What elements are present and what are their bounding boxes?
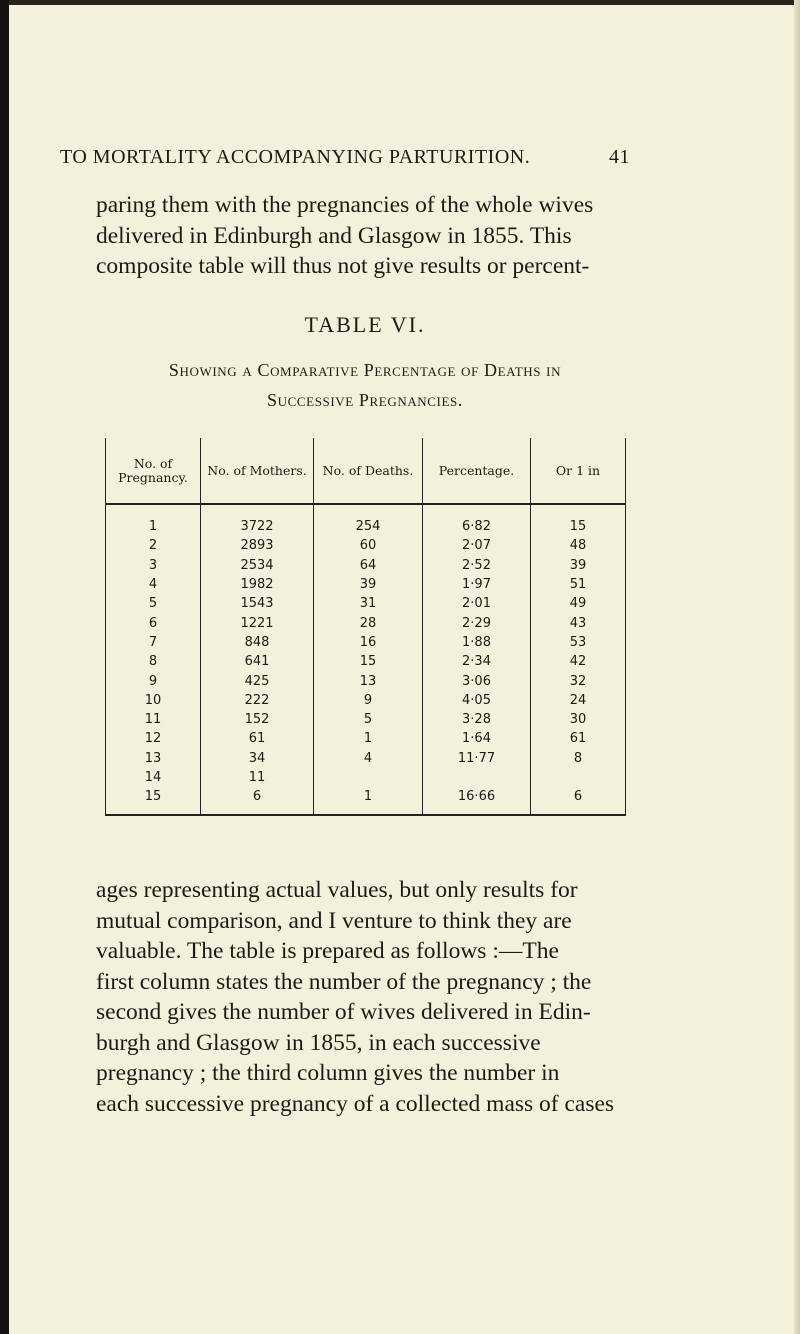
- mortality-table: [105, 438, 626, 816]
- cell-percentage: 11·77: [423, 749, 531, 768]
- paragraph-explanation: [96, 875, 636, 1119]
- header-pregnancy: No. of Pregnancy.: [106, 438, 201, 504]
- cell-mothers: 6: [201, 787, 314, 815]
- table-row: [106, 729, 626, 748]
- running-head: [60, 146, 630, 169]
- text-line: delivered in Edinburgh and Glasgow in 1855. This: [96, 222, 572, 249]
- cell-deaths: [314, 768, 423, 787]
- cell-percentage: 2·07: [423, 536, 531, 555]
- cell-mothers: 1543: [201, 594, 314, 613]
- cell-or-1-in: 6: [531, 787, 626, 815]
- text-line: mutual comparison, and I venture to think they are: [96, 907, 572, 934]
- cell-deaths: 60: [314, 536, 423, 555]
- cell-percentage: 2·34: [423, 652, 531, 671]
- cell-or-1-in: 49: [531, 594, 626, 613]
- cell-deaths: 64: [314, 556, 423, 575]
- table-row: [106, 671, 626, 690]
- cell-mothers: 11: [201, 768, 314, 787]
- header-mothers: No. of Mothers.: [201, 438, 314, 504]
- cell-mothers: 34: [201, 749, 314, 768]
- cell-pregnancy: 6: [106, 613, 201, 632]
- table-row: [106, 768, 626, 787]
- text-line: valuable. The table is prepared as follows :—The: [96, 938, 559, 964]
- cell-mothers: 425: [201, 671, 314, 690]
- cell-percentage: 2·01: [423, 594, 531, 613]
- table-row: [106, 536, 626, 555]
- cell-deaths: 15: [314, 652, 423, 671]
- table-title: TABLE VI.: [304, 312, 426, 337]
- page-number: 41: [609, 146, 630, 168]
- cell-percentage: 3·28: [423, 710, 531, 729]
- cell-deaths: 1: [314, 787, 423, 815]
- table-row: [106, 613, 626, 632]
- binding-edge: [0, 0, 9, 1334]
- text-line: paring them with the pregnancies of the whole wives: [96, 192, 594, 218]
- header-or-1-in: Or 1 in: [531, 438, 626, 504]
- cell-mothers: 222: [201, 691, 314, 710]
- header-deaths: No. of Deaths.: [314, 438, 423, 504]
- cell-deaths: 4: [314, 749, 423, 768]
- cell-mothers: 641: [201, 652, 314, 671]
- cell-deaths: 9: [314, 691, 423, 710]
- cell-or-1-in: 30: [531, 710, 626, 729]
- cell-pregnancy: 10: [106, 691, 201, 710]
- cell-or-1-in: 24: [531, 691, 626, 710]
- cell-pregnancy: 7: [106, 633, 201, 652]
- cell-or-1-in: 51: [531, 575, 626, 594]
- table-row: [106, 504, 626, 536]
- page-right-edge: [794, 0, 800, 1334]
- cell-or-1-in: 43: [531, 613, 626, 632]
- caption-line: Showing a Comparative Percentage of Deaths in: [168, 360, 562, 380]
- paragraph-intro: [96, 190, 636, 282]
- text-line: each successive pregnancy of a collected mass of cases: [96, 1090, 615, 1117]
- cell-percentage: 3·06: [423, 671, 531, 690]
- cell-mothers: 152: [201, 710, 314, 729]
- cell-or-1-in: 8: [531, 749, 626, 768]
- cell-pregnancy: 13: [106, 749, 201, 768]
- text-line: ages representing actual values, but only results for: [96, 877, 578, 903]
- cell-percentage: 1·88: [423, 633, 531, 652]
- text-line: pregnancy ; the third column gives the number in: [96, 1060, 560, 1086]
- cell-pregnancy: 4: [106, 575, 201, 594]
- cell-pregnancy: 5: [106, 594, 201, 613]
- text-line: first column states the number of the pregnancy ; the: [96, 968, 592, 995]
- cell-pregnancy: 1: [106, 504, 201, 536]
- cell-pregnancy: 2: [106, 536, 201, 555]
- cell-mothers: 1221: [201, 613, 314, 632]
- cell-deaths: 39: [314, 575, 423, 594]
- cell-or-1-in: 39: [531, 556, 626, 575]
- cell-pregnancy: 3: [106, 556, 201, 575]
- cell-deaths: 13: [314, 671, 423, 690]
- cell-pregnancy: 8: [106, 652, 201, 671]
- cell-pregnancy: 15: [106, 787, 201, 815]
- cell-percentage: 6·82: [423, 504, 531, 536]
- table-caption: [100, 355, 630, 415]
- text-line: second gives the number of wives delivered in Edin-: [96, 999, 591, 1025]
- cell-deaths: 254: [314, 504, 423, 536]
- cell-pregnancy: 14: [106, 768, 201, 787]
- cell-percentage: 2·29: [423, 613, 531, 632]
- cell-deaths: 28: [314, 613, 423, 632]
- cell-percentage: 16·66: [423, 787, 531, 815]
- cell-percentage: 4·05: [423, 691, 531, 710]
- cell-deaths: 31: [314, 594, 423, 613]
- cell-deaths: 1: [314, 729, 423, 748]
- cell-deaths: 5: [314, 710, 423, 729]
- cell-mothers: 61: [201, 729, 314, 748]
- cell-percentage: 1·97: [423, 575, 531, 594]
- cell-mothers: 2534: [201, 556, 314, 575]
- table-row: [106, 787, 626, 815]
- table-row: [106, 691, 626, 710]
- cell-percentage: [423, 768, 531, 787]
- table-row: [106, 749, 626, 768]
- table-row: [106, 556, 626, 575]
- page-top-edge: [0, 0, 800, 5]
- cell-mothers: 2893: [201, 536, 314, 555]
- cell-or-1-in: 32: [531, 671, 626, 690]
- cell-or-1-in: [531, 768, 626, 787]
- table-row: [106, 710, 626, 729]
- cell-mothers: 3722: [201, 504, 314, 536]
- table-row: [106, 652, 626, 671]
- table-row: [106, 575, 626, 594]
- cell-percentage: 2·52: [423, 556, 531, 575]
- table-row: [106, 633, 626, 652]
- table-header-row: [106, 438, 626, 504]
- cell-or-1-in: 48: [531, 536, 626, 555]
- table-row: [106, 594, 626, 613]
- cell-pregnancy: 9: [106, 671, 201, 690]
- cell-pregnancy: 11: [106, 710, 201, 729]
- cell-mothers: 1982: [201, 575, 314, 594]
- cell-mothers: 848: [201, 633, 314, 652]
- cell-or-1-in: 53: [531, 633, 626, 652]
- cell-deaths: 16: [314, 633, 423, 652]
- running-head-title: TO MORTALITY ACCOMPANYING PARTURITION.: [60, 146, 531, 168]
- cell-pregnancy: 12: [106, 729, 201, 748]
- text-line: burgh and Glasgow in 1855, in each successive: [96, 1029, 541, 1056]
- cell-or-1-in: 42: [531, 652, 626, 671]
- cell-or-1-in: 61: [531, 729, 626, 748]
- cell-or-1-in: 15: [531, 504, 626, 536]
- cell-percentage: 1·64: [423, 729, 531, 748]
- text-line: composite table will thus not give results or percent-: [96, 253, 590, 279]
- header-percentage: Percentage.: [423, 438, 531, 504]
- caption-line: Successive Pregnancies.: [267, 390, 463, 410]
